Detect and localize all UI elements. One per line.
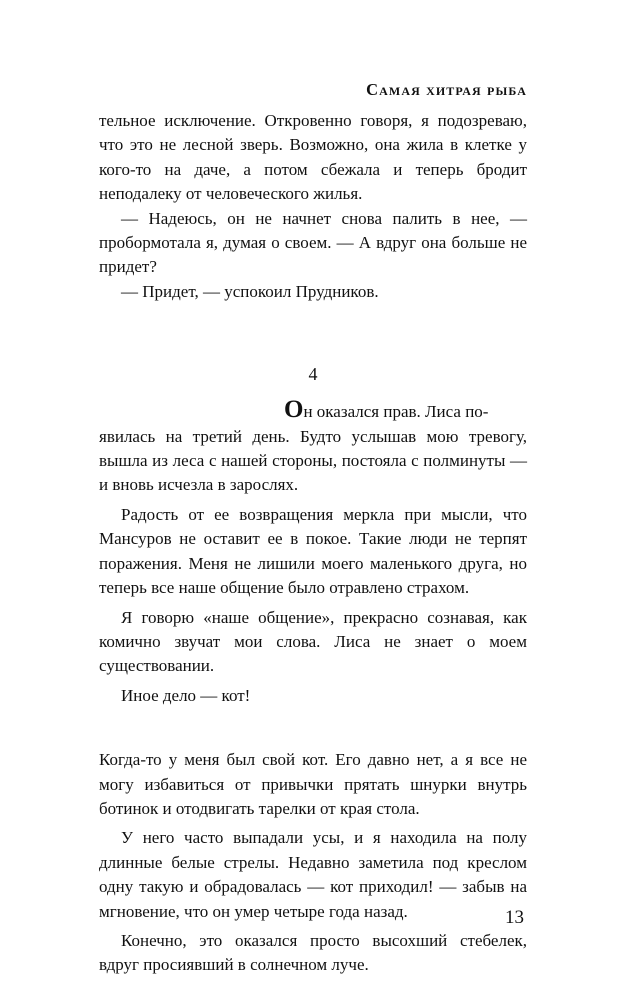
paragraph: Когда-то у меня был свой кот. Его давно нет, а я все не могу избавиться от привычки прятать шнурки внутрь ботинок и отодвигать тарелки от края стола.	[99, 750, 527, 818]
page-number: 13	[505, 907, 524, 928]
page-body	[99, 109, 527, 978]
chapter-number: 4	[308, 364, 318, 385]
paragraph: Конечно, это оказался просто высохший стебелек, вдруг просиявший в солнечном луче.	[99, 930, 527, 975]
paragraph: тельное исключение. Откровенно говоря, я подозреваю, что это не лесной зверь. Возможно, она жила в клетке у кого-то на даче, а потом сбежала и теперь бродит неподалеку от человеческого жилья.	[99, 111, 527, 204]
paragraph: Радость от ее возвращения меркла при мысли, что Мансуров не оставит ее в покое. Такие люди не терпят поражения. Меня не лишили моего маленького друга, но теперь все наше общение было отравлено страхом.	[99, 504, 527, 598]
section-break	[99, 708, 527, 748]
chapter-first-line-text: н оказался прав. Лиса по-	[303, 402, 489, 422]
drop-cap: О	[284, 396, 304, 424]
paragraph: Я говорю «наше общение», прекрасно сознавая, как комично звучат мои слова. Лиса не знает о моем существовании.	[99, 607, 527, 676]
paragraph: Иное дело — кот!	[121, 685, 251, 705]
chapter-opening-paragraph: явилась на третий день. Будто услышав мою тревогу, вышла из леса с нашей стороны, постояла с полминуты — и вновь исчезла в зарослях.	[99, 426, 527, 495]
paragraph: — Придет, — успокоил Прудников.	[121, 281, 379, 301]
paragraph: — Надеюсь, он не начнет снова палить в нее, — пробормотала я, думая о своем. — А вдруг она больше не придет?	[99, 208, 527, 277]
paragraph: У него часто выпадали усы, и я находила на полу длинные белые стрелы. Недавно заметила под креслом одну такую и обрадовалась — кот приходил! — забыв на мгновение, что он умер четыре года назад.	[99, 828, 527, 921]
running-head: Самая хитрая рыба	[366, 80, 527, 99]
chapter-first-line	[99, 396, 527, 424]
